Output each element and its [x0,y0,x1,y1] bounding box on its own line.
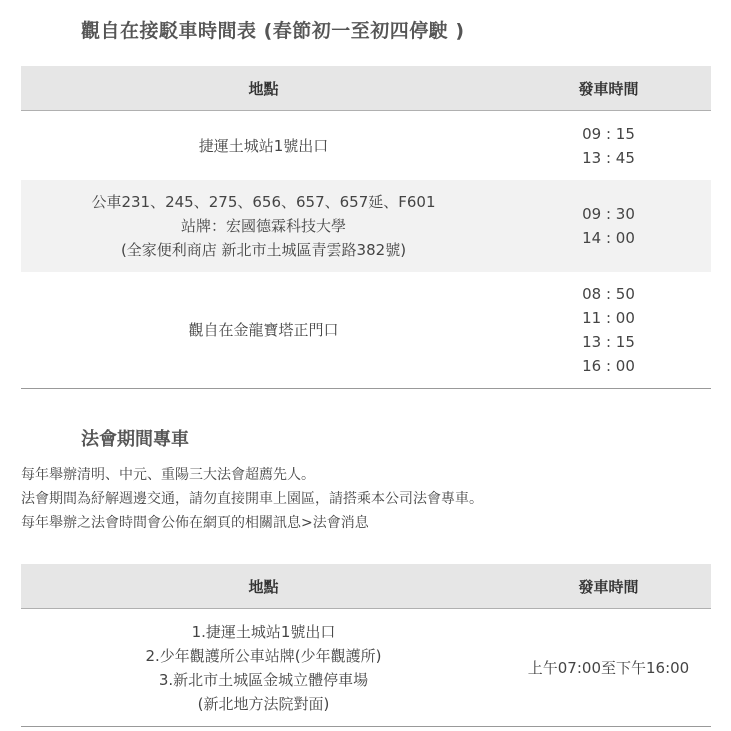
intro-line: 每年舉辦之法會時間會公佈在網頁的相關訊息>法會消息 [21,515,369,531]
location-column-header: 地點 [21,66,506,111]
departure-time-column-header: 發車時間 [506,66,711,111]
location-column-header: 地點 [21,564,506,609]
departure-time: 13 : 45 [582,148,635,167]
table-header-row [21,66,711,111]
table-row [21,272,711,389]
location-cell [21,180,506,272]
table-row [21,111,711,181]
location-cell [21,111,506,181]
departure-times-cell [506,609,711,727]
departure-times-cell [506,180,711,272]
location-line: 公車231、245、275、656、657、657延、F601 [91,193,436,211]
location-line: (全家便利商店 新北市土城區青雲路382號) [120,241,407,259]
table-row [21,180,711,272]
departure-time: 08 : 50 [582,285,635,303]
location-line: 2.少年觀護所公車站牌(少年觀護所) [145,646,382,665]
departure-time-column-header: 發車時間 [506,564,711,609]
intro-line: 每年舉辦清明、中元、重陽三大法會超薦先人。 [21,467,315,483]
departure-time: 14 : 00 [582,229,635,247]
departure-time: 11 : 00 [582,309,635,327]
location-cell [21,609,506,727]
departure-time: 09 : 15 [582,124,635,143]
shuttle-schedule-table [21,66,711,389]
departure-time: 16 : 00 [582,357,635,375]
departure-time: 13 : 15 [582,333,635,351]
ceremony-shuttle-table [21,564,711,727]
ceremony-shuttle-title: 法會期間專車 [81,429,189,450]
location-line: 觀自在金龍寶塔正門口 [188,321,339,339]
location-line: 3.新北市土城區金城立體停車場 [158,670,369,689]
location-line: (新北地方法院對面) [197,694,330,713]
departure-times-cell [506,111,711,181]
shuttle-schedule-title: 觀自在接駁車時間表 (春節初一至初四停駛 ) [81,20,465,42]
departure-times-cell [506,272,711,389]
location-line: 站牌：宏國德霖科技大學 [180,217,346,235]
ceremony-intro [21,463,483,535]
departure-time: 上午07:00至下午16:00 [527,658,690,677]
location-line: 捷運土城站1號出口 [198,136,329,155]
location-line: 1.捷運土城站1號出口 [191,622,336,641]
departure-time: 09 : 30 [582,205,635,223]
location-cell [21,272,506,389]
table-row [21,609,711,727]
intro-line: 法會期間為紓解週邊交通，請勿直接開車上園區，請搭乘本公司法會專車。 [21,491,483,507]
table-header-row [21,564,711,609]
